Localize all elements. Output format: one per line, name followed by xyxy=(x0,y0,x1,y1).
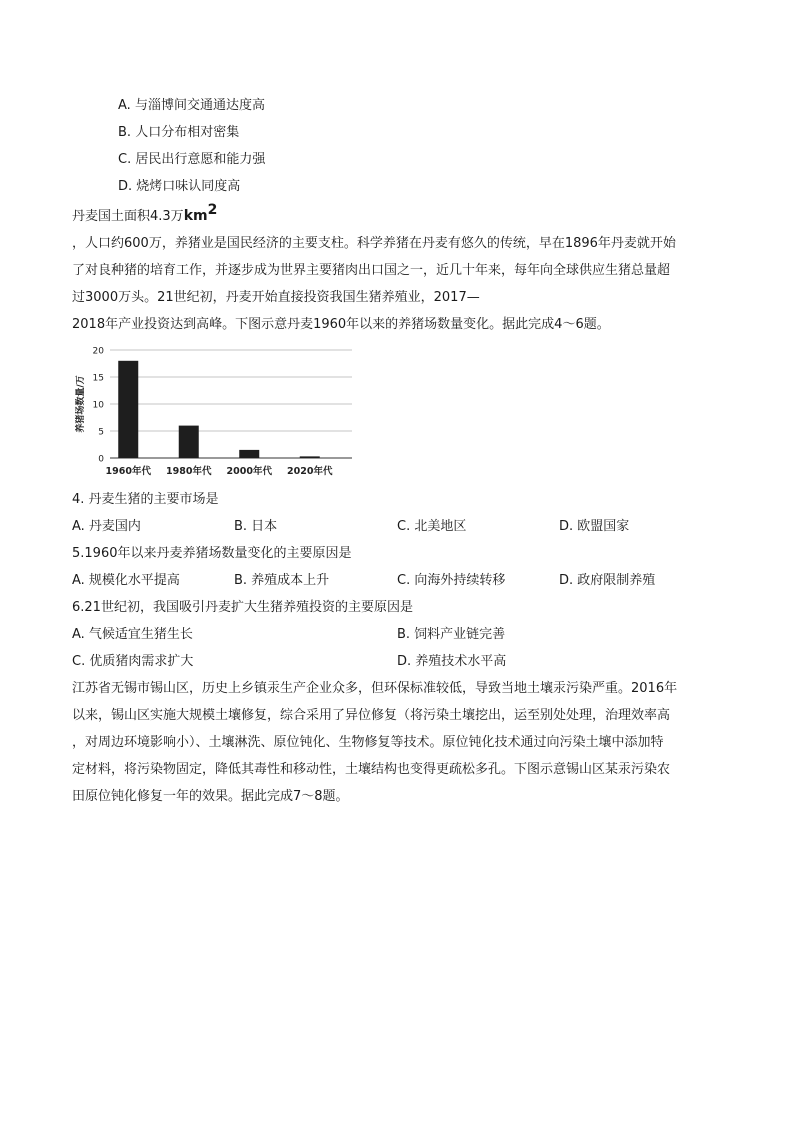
denmark-line-1: ，人口约600万，养猪业是国民经济的主要支柱。科学养猪在丹麦有悠久的传统，早在1896年丹麦就开始 xyxy=(72,236,676,251)
question-4-stem: 4. 丹麦生猪的主要市场是 xyxy=(72,492,219,507)
wuxi-line-3: ，对周边环境影响小）、土壤淋洗、原位钝化、生物修复等技术。原位钝化技术通过向污染土壤中添加特 xyxy=(72,735,664,750)
denmark-line-4: 2018年产业投资达到高峰。下图示意丹麦1960年以来的养猪场数量变化。据此完成4～6题。 xyxy=(72,317,610,332)
question-4-option-b: B. 日本 xyxy=(234,519,278,534)
question-6-option-d: D. 养殖技术水平高 xyxy=(397,654,507,669)
bar xyxy=(179,426,199,458)
question-5-option-d: D. 政府限制养殖 xyxy=(559,573,656,588)
y-tick-label: 15 xyxy=(92,373,104,384)
denmark-line-3: 过3000万头。21世纪初，丹麦开始直接投资我国生猪养殖业，2017— xyxy=(72,290,480,305)
x-tick-label: 2020年代 xyxy=(287,466,333,477)
denmark-line-2: 了对良种猪的培育工作，并逐步成为世界主要猪肉出口国之一，近几十年来，每年向全球供应生猪总量超 xyxy=(72,263,671,278)
wuxi-line-5: 田原位钝化修复一年的效果。据此完成7～8题。 xyxy=(72,789,349,804)
question-6-option-b: B. 饲料产业链完善 xyxy=(397,627,506,642)
option-c: C. 居民出行意愿和能力强 xyxy=(118,152,266,167)
question-6-option-c: C. 优质猪肉需求扩大 xyxy=(72,654,194,669)
option-a: A. 与淄博间交通通达度高 xyxy=(118,98,265,113)
wuxi-line-4: 定材料，将污染物固定，降低其毒性和移动性，土壤结构也变得更疏松多孔。下图示意锡山区某汞污染农 xyxy=(72,762,671,777)
y-axis-label: 养猪场数量/万 xyxy=(76,375,86,433)
x-tick-label: 1980年代 xyxy=(166,466,212,477)
question-4-option-c: C. 北美地区 xyxy=(397,519,467,534)
pig-farm-bar-chart xyxy=(72,340,362,485)
wuxi-line-2: 以来，锡山区实施大规模土壤修复，综合采用了异位修复（将污染土壤挖出，运至别处处理，治理效率高 xyxy=(72,708,671,723)
x-tick-label: 1960年代 xyxy=(105,466,151,477)
wuxi-line-1: 江苏省无锡市锡山区，历史上乡镇汞生产企业众多，但环保标准较低，导致当地土壤汞污染严重。2016年 xyxy=(72,681,678,696)
y-tick-label: 10 xyxy=(92,400,104,411)
question-6-stem: 6.21世纪初，我国吸引丹麦扩大生猪养殖投资的主要原因是 xyxy=(72,600,413,615)
question-5-option-b: B. 养殖成本上升 xyxy=(234,573,330,588)
bar xyxy=(118,361,138,458)
option-b: B. 人口分布相对密集 xyxy=(118,125,240,140)
question-5-stem: 5.1960年以来丹麦养猪场数量变化的主要原因是 xyxy=(72,546,352,561)
question-6-option-a: A. 气候适宜生猪生长 xyxy=(72,627,193,642)
option-d: D. 烧烤口味认同度高 xyxy=(118,179,241,194)
question-4-option-d: D. 欧盟国家 xyxy=(559,519,630,534)
y-tick-label: 0 xyxy=(98,454,104,465)
question-5-option-c: C. 向海外持续转移 xyxy=(397,573,506,588)
question-5-option-a: A. 规模化水平提高 xyxy=(72,573,180,588)
y-tick-label: 20 xyxy=(92,346,104,357)
y-tick-label: 5 xyxy=(98,427,104,438)
denmark-area-line: 丹麦国土面积4.3万km2 xyxy=(72,202,218,224)
bar xyxy=(300,456,320,458)
x-tick-label: 2000年代 xyxy=(226,466,272,477)
question-4-option-a: A. 丹麦国内 xyxy=(72,519,141,534)
bar xyxy=(239,450,259,458)
